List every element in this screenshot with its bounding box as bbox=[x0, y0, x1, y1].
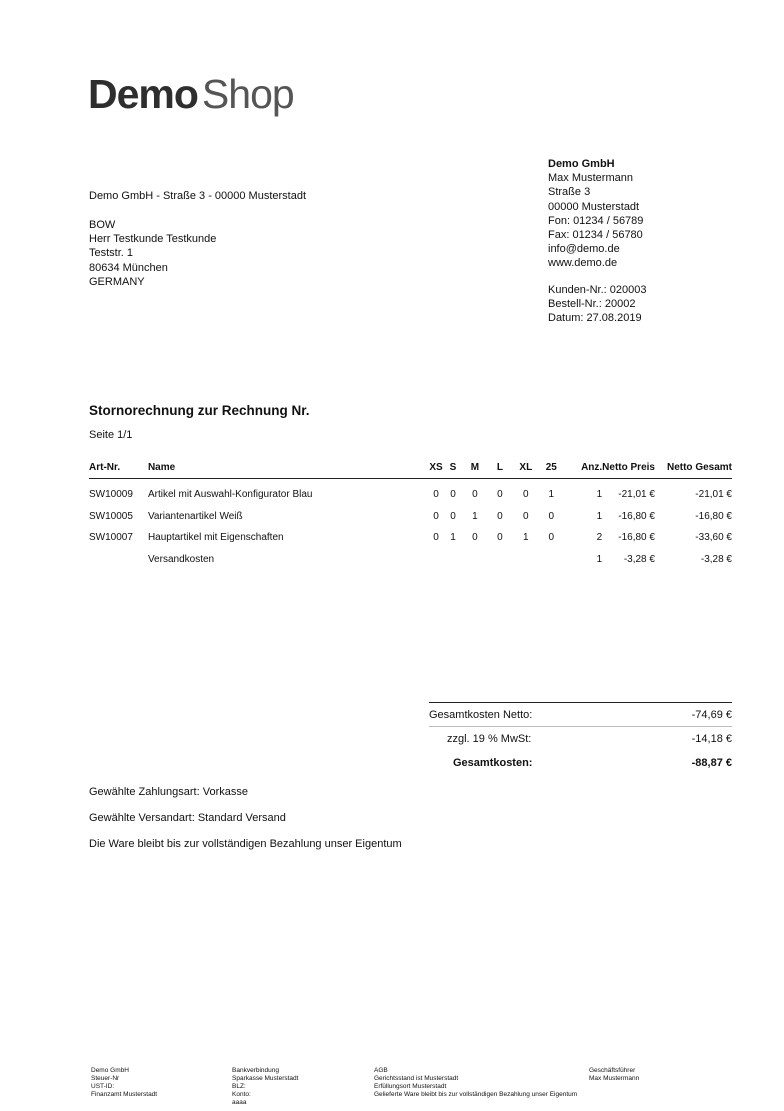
cell-net-price: -21,01 € bbox=[618, 489, 655, 501]
cell-name: Variantenartikel Weiß bbox=[147, 510, 243, 522]
cell-net-total: -21,01 € bbox=[695, 489, 732, 501]
page-number: Seite 1/1 bbox=[89, 429, 133, 441]
cell-size-l: 0 bbox=[497, 532, 503, 544]
company-info bbox=[548, 157, 646, 325]
ownership-note: Die Ware bleibt bis zur vollständigen Bezahlung unser Eigentum bbox=[89, 838, 402, 850]
footer-line: Gerichtsstand ist Musterstadt bbox=[374, 1075, 459, 1082]
table-row bbox=[89, 549, 732, 571]
cell-size-m: 0 bbox=[472, 489, 478, 501]
header-size-m: M bbox=[462, 458, 487, 478]
recipient-line: GERMANY bbox=[89, 275, 145, 288]
cell-size-25: 1 bbox=[548, 489, 555, 501]
footer-bank bbox=[232, 1067, 298, 1107]
net-total-label: Gesamtkosten Netto: bbox=[429, 703, 647, 727]
document-title: Stornorechnung zur Rechnung Nr. bbox=[89, 403, 310, 418]
footer-line: UST-ID: bbox=[91, 1083, 115, 1090]
header-name: Name bbox=[148, 458, 429, 478]
sender-line: Demo GmbH - Straße 3 - 00000 Musterstadt bbox=[89, 190, 307, 202]
footer-line: Demo GmbH bbox=[91, 1067, 129, 1074]
customer-number: Kunden-Nr.: 020003 bbox=[548, 283, 647, 296]
cell-size-xs bbox=[429, 549, 444, 571]
table-row bbox=[89, 484, 732, 506]
company-line: Fon: 01234 / 56789 bbox=[548, 214, 644, 227]
cell-size-s bbox=[444, 549, 463, 571]
header-net-total: Netto Gesamt bbox=[655, 458, 732, 478]
payment-method: Gewählte Zahlungsart: Vorkasse bbox=[89, 786, 248, 798]
cell-size-xs: 0 bbox=[433, 510, 439, 522]
cell-size-xl: 0 bbox=[523, 510, 529, 522]
notes bbox=[89, 786, 402, 864]
company-website: www.demo.de bbox=[548, 257, 618, 270]
footer-management bbox=[589, 1067, 639, 1083]
header-size-s: S bbox=[444, 458, 463, 478]
cell-net-total: -3,28 € bbox=[700, 553, 732, 565]
footer-line: Erfüllungsort Musterstadt bbox=[374, 1083, 447, 1090]
totals-table bbox=[429, 702, 732, 775]
header-size-xl: XL bbox=[512, 458, 539, 478]
totals-tax-row bbox=[429, 727, 732, 751]
totals-gross-row bbox=[429, 751, 732, 775]
table-row bbox=[89, 506, 732, 528]
company-line: Max Mustermann bbox=[548, 172, 633, 185]
company-line: Fax: 01234 / 56780 bbox=[548, 229, 643, 242]
footer-line: Steuer-Nr bbox=[91, 1075, 120, 1082]
company-line: Straße 3 bbox=[548, 186, 591, 199]
cell-quantity: 1 bbox=[596, 489, 603, 501]
cell-quantity: 1 bbox=[596, 510, 603, 522]
cell-net-price: -3,28 € bbox=[623, 553, 655, 565]
footer-terms bbox=[374, 1067, 577, 1099]
cell-name: Artikel mit Auswahl-Konfigurator Blau bbox=[147, 489, 313, 501]
cell-size-25: 0 bbox=[548, 532, 555, 544]
footer-line: Finanzamt Musterstadt bbox=[91, 1091, 158, 1098]
footer-line: Gelieferte Ware bleibt bis zur vollständigen Bezahlung unser Eigentum bbox=[374, 1091, 578, 1098]
company-email: info@demo.de bbox=[548, 243, 620, 256]
cell-size-l: 0 bbox=[497, 489, 503, 501]
gross-total-label: Gesamtkosten: bbox=[453, 756, 533, 769]
header-art-nr: Art-Nr. bbox=[89, 458, 148, 478]
company-line: 00000 Musterstadt bbox=[548, 200, 640, 213]
header-size-25: 25 bbox=[539, 458, 563, 478]
recipient-line: 80634 München bbox=[89, 261, 168, 274]
footer-line: Geschäftsführer bbox=[589, 1067, 636, 1074]
items-table bbox=[89, 458, 732, 570]
cell-art-nr: SW10007 bbox=[89, 532, 133, 544]
cell-size-xl: 0 bbox=[523, 489, 529, 501]
cell-net-total: -16,80 € bbox=[695, 510, 732, 522]
order-number: Bestell-Nr.: 20002 bbox=[548, 297, 636, 310]
net-total-value: -74,69 € bbox=[647, 703, 732, 727]
footer-line: Max Mustermann bbox=[589, 1075, 640, 1082]
recipient-address bbox=[89, 218, 216, 289]
tax-value: -14,18 € bbox=[647, 727, 732, 751]
cell-quantity: 1 bbox=[596, 553, 603, 565]
logo-bold: Demo bbox=[88, 71, 198, 117]
cell-net-price: -16,80 € bbox=[618, 510, 655, 522]
gross-total-value: -88,87 € bbox=[691, 756, 732, 769]
cell-name: Versandkosten bbox=[147, 553, 215, 565]
footer-line: BLZ: bbox=[232, 1083, 246, 1090]
footer-line: Konto: bbox=[232, 1091, 251, 1098]
cell-size-xl bbox=[512, 549, 539, 571]
cell-size-l bbox=[487, 549, 512, 571]
header-net-price: Netto Preis bbox=[602, 458, 655, 478]
recipient-line: Teststr. 1 bbox=[89, 247, 134, 260]
cell-size-25 bbox=[539, 549, 563, 571]
footer-line: aaaa bbox=[232, 1099, 247, 1106]
cell-size-xs: 0 bbox=[433, 532, 439, 544]
logo bbox=[88, 70, 294, 118]
cell-size-l: 0 bbox=[497, 510, 503, 522]
tax-label: zzgl. 19 % MwSt: bbox=[429, 727, 647, 751]
cell-size-s: 0 bbox=[450, 489, 456, 501]
cell-size-m bbox=[462, 549, 487, 571]
cell-quantity: 2 bbox=[596, 532, 603, 544]
document-date: Datum: 27.08.2019 bbox=[548, 312, 642, 325]
footer-line: Bankverbindung bbox=[232, 1067, 279, 1074]
cell-art-nr: SW10009 bbox=[89, 489, 133, 501]
cell-net-total: -33,60 € bbox=[695, 532, 732, 544]
totals-net-row bbox=[429, 703, 732, 727]
footer-line: Sparkasse Musterstadt bbox=[232, 1075, 299, 1082]
footer-line: AGB bbox=[374, 1067, 388, 1074]
cell-size-m: 1 bbox=[472, 510, 478, 522]
shipping-method: Gewählte Versandart: Standard Versand bbox=[89, 812, 286, 824]
header-quantity: Anz. bbox=[563, 458, 602, 478]
cell-net-price: -16,80 € bbox=[618, 532, 655, 544]
logo-light: Shop bbox=[201, 71, 294, 117]
recipient-line: Herr Testkunde Testkunde bbox=[89, 233, 217, 246]
header-size-xs: XS bbox=[429, 458, 444, 478]
cell-size-s: 1 bbox=[450, 532, 456, 544]
cell-size-s: 0 bbox=[450, 510, 456, 522]
cell-name: Hauptartikel mit Eigenschaften bbox=[147, 532, 284, 544]
recipient-line: BOW bbox=[89, 219, 116, 231]
cell-art-nr: SW10005 bbox=[89, 510, 133, 522]
header-size-l: L bbox=[487, 458, 512, 478]
cell-art-nr bbox=[89, 549, 148, 571]
cell-size-25: 0 bbox=[548, 510, 555, 522]
company-name: Demo GmbH bbox=[548, 158, 615, 170]
footer-company bbox=[91, 1067, 157, 1099]
cell-size-m: 0 bbox=[472, 532, 478, 544]
cell-size-xs: 0 bbox=[433, 489, 439, 501]
table-row bbox=[89, 527, 732, 549]
table-header-row bbox=[89, 458, 732, 478]
cell-size-xl: 1 bbox=[523, 532, 529, 544]
